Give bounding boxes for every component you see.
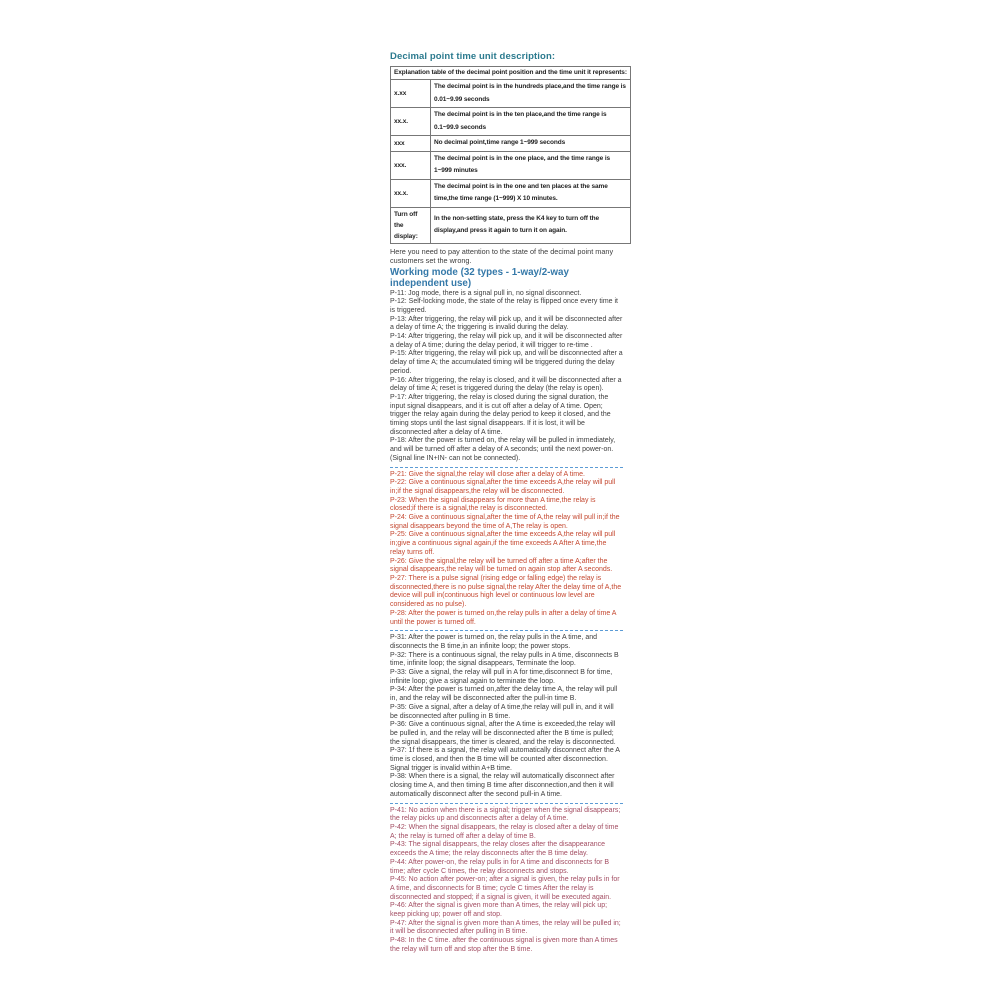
mode-description: P-46: After the signal is given more than A times, the relay will pick up; keep picking up; power off and stop. — [390, 902, 608, 919]
modes-p21-p28 — [390, 471, 623, 628]
mode-description: P-25: Give a continuous signal,after the time exceeds A,the relay will pull in;give a continuous signal again,if the time exceeds A After A time,the relay turns off. — [390, 531, 616, 556]
mode-description: P-36: Give a continuous signal, after the A time is exceeded,the relay will be pulled in, and the relay will be disconnected after the B time is pulled; the signal disappears, the timer is cleared, and the relay is disconnected. — [390, 721, 616, 746]
decimal-format-description: The decimal point is in the ten place,and the time range is 0.1~99.9 seconds — [431, 108, 631, 136]
decimal-table-header-row — [391, 67, 631, 80]
mode-description: P-41: No action when there is a signal; trigger when the signal disappears; the relay picks up and disconnects after a delay of A time. — [390, 806, 621, 823]
decimal-format-label: xx.x. — [391, 108, 431, 136]
mode-description: P-37: 1f there is a signal, the relay will automatically disconnect after the A time is closed, and then the B time will be counted after disconnection. Signal trigger is invalid within A+B time. — [390, 747, 620, 772]
mode-description: P-34: After the power is turned on,after the delay time A, the relay will pull in, and the relay will be disconnected after the pull-in time B. — [390, 686, 618, 703]
decimal-point-table — [390, 66, 631, 244]
decimal-format-label: xx.x. — [391, 179, 431, 207]
modes-p41-p48 — [390, 807, 623, 955]
mode-description: P-11: Jog mode, there is a signal pull in, no signal disconnect. — [390, 289, 582, 297]
mode-description: P-23: When the signal disappears for more than A time,the relay is closed;if there is a signal,the relay is disconnected. — [390, 496, 596, 513]
mode-description: P-17: After triggering, the relay is closed during the signal duration, the input signal disappears, and it is cut off after a delay of A time. Open; trigger the relay again during the delay period to keep it closed, and the timing stops until the last signal disappears. If it is lost, it will be disconnected after a delay of A time. — [390, 393, 611, 436]
mode-description: P-13: After triggering, the relay will pick up, and it will be disconnected after a delay of time A; the triggering is invalid during the delay. — [390, 315, 623, 332]
decimal-table-row — [391, 151, 631, 179]
decimal-format-description: In the non-setting state, press the K4 key to turn off the display,and press it again to turn it on again. — [431, 207, 631, 243]
section-divider — [390, 630, 623, 631]
mode-description: P-32: There is a continuous signal, the relay pulls in A time, disconnects B time, infinite loop; the signal disappears, Terminate the loop. — [390, 651, 619, 668]
mode-description: P-14: After triggering, the relay will pick up, and it will be disconnected after a delay of A time; during the delay period, it will trigger to re-time . — [390, 333, 623, 349]
decimal-table-row — [391, 80, 631, 108]
decimal-format-description: The decimal point is in the one and ten places at the same time,the time range (1~999) X 10 minutes. — [431, 179, 631, 207]
decimal-table-row — [391, 108, 631, 136]
decimal-table-header-cell: Explanation table of the decimal point position and the time unit it represents: — [391, 67, 631, 80]
mode-description: P-44: After power-on, the relay pulls in for A time and disconnects for B time; after cycle C times, the relay disconnects and stops. — [390, 858, 610, 875]
manual-page-column — [390, 51, 627, 955]
decimal-point-warning-note: Here you need to pay attention to the state of the decimal point many customers set the wrong. — [390, 246, 614, 265]
mode-description: P-35: Give a signal, after a delay of A time,the relay will pull in, and it will be disconnected after pulling in B time. — [390, 703, 614, 720]
mode-description: P-28: After the power is turned on,the relay pulls in after a delay of time A until the power is turned off. — [390, 609, 617, 626]
decimal-table-row — [391, 207, 631, 243]
mode-description: P-12: Self-locking mode, the state of the relay is flipped once every time it is triggered. — [390, 298, 619, 314]
modes-p11-p18 — [390, 290, 623, 464]
decimal-format-description: No decimal point,time range 1~999 seconds — [431, 136, 631, 152]
mode-description: P-31: After the power is turned on, the relay pulls in the A time, and disconnects the B time,in an infinite loop; the power stops. — [390, 634, 598, 650]
mode-description: P-22: Give a continuous signal,after the time exceeds A,the relay will pull in;if the signal disappears,the relay will be disconnected. — [390, 479, 616, 495]
decimal-format-label: Turn off the display: — [391, 207, 431, 243]
decimal-format-label: xxx. — [391, 151, 431, 179]
decimal-point-table-body — [391, 67, 631, 244]
mode-description: P-18: After the power is turned on, the relay will be pulled in immediately, and will be turned off after a delay of A seconds; until the next power-on. (Signal line IN+IN- can not be connected). — [390, 437, 616, 462]
mode-description: P-24: Give a continuous signal,after the time of A,the relay will pull in;if the signal disappears beyond the time of A,The relay is open. — [390, 514, 620, 530]
decimal-table-row — [391, 179, 631, 207]
mode-description: P-42: When the signal disappears, the relay is closed after a delay of time A; the relay is turned off after a delay of time B. — [390, 823, 619, 840]
section-divider — [390, 803, 623, 804]
modes-p31-p38 — [390, 634, 623, 799]
decimal-format-description: The decimal point is in the one place, and the time range is 1~999 minutes — [431, 151, 631, 179]
decimal-format-label: x.xx — [391, 80, 431, 108]
decimal-section-heading: Decimal point time unit description: — [390, 51, 556, 62]
section-divider — [390, 467, 623, 468]
decimal-table-row — [391, 136, 631, 152]
mode-description: P-16: After triggering, the relay is closed, and it will be disconnected after a delay of time A; reset is triggered during the delay (the relay is open). — [390, 376, 622, 393]
mode-description: P-38: When there is a signal, the relay will automatically disconnect after closing time A, and then timing B time after disconnection,and then it will automatically disconnect after the second pull-in A time. — [390, 773, 615, 798]
mode-description: P-45: No action after power-on; after a signal is given, the relay pulls in for A time, and disconnects for B time; cycle C times After the relay is disconnected and stopped; if a signal is given, it will be executed again. — [390, 876, 620, 901]
decimal-format-label: xxx — [391, 136, 431, 152]
decimal-format-description: The decimal point is in the hundreds place,and the time range is 0.01~9.99 seconds — [431, 80, 631, 108]
mode-description: P-21: Give the signal,the relay will close after a delay of A time. — [390, 470, 585, 478]
mode-description: P-15: After triggering, the relay will pick up, and will be disconnected after a delay of time A; the accumulated timing will be triggered during the delay period. — [390, 350, 623, 375]
mode-description: P-48: In the C time. after the continuous signal is given more than A times the relay will turn off and stop after the B time. — [390, 937, 618, 953]
mode-description: P-27: There is a pulse signal (rising edge or falling edge) the relay is disconnected,there is no pulse signal,the relay After the delay time of A,the device will pull in(continuous high level or continuous low level are considered as no pulse). — [390, 575, 622, 609]
mode-description: P-43: The signal disappears, the relay closes after the disappearance exceeds the A time; the relay disconnects after the B time delay. — [390, 841, 606, 858]
mode-description: P-26: Give the signal,the relay will be turned off after a time A;after the signal disappears,the relay will be turned on again stop after A seconds. — [390, 557, 613, 574]
mode-description: P-47: After the signal is given more than A times, the relay will be pulled in; it will be disconnected after pulling in B time. — [390, 919, 621, 936]
working-mode-heading: Working mode (32 types - 1-way/2-way independent use) — [390, 266, 569, 289]
mode-description: P-33: Give a signal, the relay will pull in A for time,disconnect B for time, infinite loop; give a signal again to terminate the loop. — [390, 669, 613, 685]
